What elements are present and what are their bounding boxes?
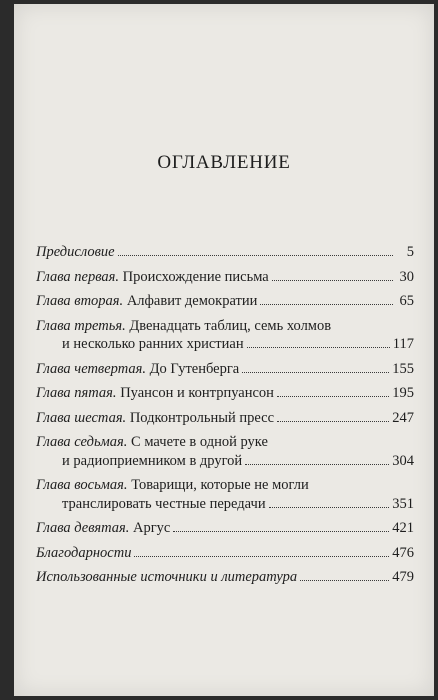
toc-page-number: 247 [392, 409, 414, 426]
toc-entry-title: С мачете в одной руке [131, 434, 268, 450]
toc-entry [36, 545, 414, 564]
toc-page-number: 155 [392, 360, 414, 377]
toc-entry [36, 434, 414, 471]
toc-entry-label: Глава третья. [36, 317, 126, 334]
toc-entry-label: Предисловие [36, 244, 115, 260]
toc-entry [36, 293, 414, 312]
toc-entry-label: Глава четвертая. [36, 360, 146, 377]
leader-dots [242, 372, 389, 373]
book-page [14, 4, 434, 696]
leader-dots [277, 396, 389, 397]
toc-entry-title-continued: и несколько ранних христиан [62, 336, 244, 352]
toc-entry-label: Глава девятая. [36, 520, 130, 536]
leader-dots [300, 580, 389, 581]
toc-entry-label: Глава первая. [36, 268, 120, 285]
toc-entry-label: Использованные источники и литература [36, 569, 298, 585]
toc-entry-title: Алфавит демократии [126, 293, 258, 309]
leader-dots [118, 255, 393, 256]
leader-dots [277, 421, 389, 422]
toc-page-number: 479 [392, 569, 414, 585]
toc-entry-label: Глава седьмая. [36, 434, 128, 450]
toc-entry-label: Глава пятая. [36, 385, 117, 401]
leader-dots [245, 464, 389, 465]
toc-entry [36, 569, 414, 588]
toc-entry-label: Глава восьмая. [36, 477, 128, 493]
toc-page-number: 65 [399, 293, 414, 309]
leader-dots [247, 347, 390, 348]
leader-dots [134, 556, 389, 557]
toc-entry-title: До Гутенберга [149, 360, 240, 377]
toc-entry-label: Глава вторая. [36, 293, 124, 309]
toc-page-number: 5 [406, 244, 414, 260]
leader-dots [269, 507, 390, 508]
toc-page-number: 304 [392, 452, 414, 469]
page-title: ОГЛАВЛЕНИЕ [157, 152, 291, 173]
leader-dots [260, 304, 393, 305]
toc-entry [36, 361, 414, 380]
leader-dots [272, 280, 393, 281]
toc-entry [36, 477, 414, 514]
toc-page-number: 421 [392, 520, 414, 536]
toc-entry [36, 410, 414, 429]
toc-entry-title: Двенадцать таблиц, семь холмов [129, 317, 332, 334]
toc-entry-title: Происхождение письма [122, 268, 269, 285]
toc-entry-title: Подконтрольный пресс [129, 409, 275, 426]
toc-entry-title: Пуансон и контрпуансон [120, 385, 274, 401]
table-of-contents [36, 244, 414, 594]
toc-entry-label: Благодарности [36, 544, 132, 561]
toc-page-number: 30 [399, 268, 414, 285]
toc-entry [36, 244, 414, 263]
toc-entry-label: Глава шестая. [36, 409, 127, 426]
leader-dots [173, 531, 389, 532]
toc-entry-title-continued: и радиоприемником в другой [62, 452, 243, 469]
toc-page-number: 117 [392, 336, 414, 352]
toc-entry-title: Аргус [132, 520, 171, 536]
toc-entry [36, 269, 414, 288]
toc-page-number: 351 [392, 495, 414, 512]
toc-entry-title-continued: транслировать честные передачи [62, 495, 266, 512]
toc-entry-title: Товарищи, которые не могли [131, 477, 309, 493]
toc-page-number: 195 [392, 385, 414, 401]
toc-entry [36, 520, 414, 539]
toc-entry [36, 318, 414, 355]
toc-page-number: 476 [392, 544, 414, 561]
toc-entry [36, 385, 414, 404]
